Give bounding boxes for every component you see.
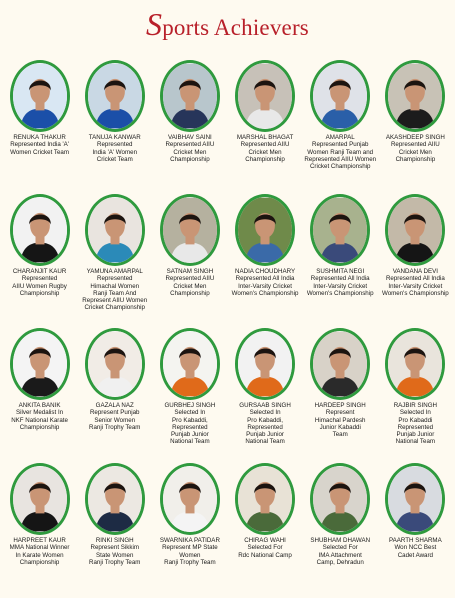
achiever-name: SUSHMITA NEGI [316, 268, 365, 275]
achiever-detail-line: Women's Championship [231, 289, 299, 297]
achiever-detail-line: Cadet Award [397, 551, 434, 559]
achiever-detail-line: Women [179, 551, 201, 559]
achiever-detail-line: Inter-Varsity Cricket [313, 282, 368, 290]
achiever-name: MARSHAL BHAGAT [236, 134, 294, 141]
achiever-portrait [10, 328, 70, 400]
achiever-name: HARPREET KAUR [13, 537, 66, 544]
achiever-card [2, 463, 77, 597]
achiever-portrait [310, 194, 370, 266]
achiever-caption [303, 134, 377, 170]
title-rest: ports Achievers [162, 15, 309, 40]
person-silhouette-icon [163, 63, 217, 129]
achiever-detail-line: Women's Championship [306, 289, 374, 297]
achiever-detail-line: Rdc National Camp [238, 551, 292, 559]
achiever-name: AMARPAL [325, 134, 355, 141]
achiever-detail-line: Inter-Varsity Cricket [388, 282, 443, 290]
achiever-portrait [235, 328, 295, 400]
achiever-portrait [160, 328, 220, 400]
achiever-detail-line: Team [332, 431, 348, 439]
achiever-portrait [385, 328, 445, 400]
achiever-portrait [385, 194, 445, 266]
achievers-row [2, 194, 453, 328]
achiever-caption [3, 402, 77, 431]
achiever-caption [3, 537, 77, 566]
achiever-detail-line: National Team [170, 438, 210, 446]
achiever-card [378, 60, 453, 194]
achiever-portrait [235, 194, 295, 266]
achiever-detail-line: Represented [397, 423, 434, 431]
achiever-name: RINKI SINGH [95, 537, 134, 544]
achiever-detail-line: Selected In [249, 409, 281, 417]
achievers-row [2, 463, 453, 597]
achiever-card [227, 463, 302, 597]
page-header [0, 6, 455, 46]
achiever-detail-line: Represented [21, 275, 58, 283]
achiever-detail-line: Ranji Trophy Team [164, 558, 216, 566]
person-silhouette-icon [13, 331, 67, 397]
achiever-card [77, 463, 152, 597]
achiever-detail-line: Championship [245, 155, 285, 163]
achiever-detail-line: Cricket Championship [309, 163, 371, 171]
achiever-name: PAARTH SHARMA [389, 537, 442, 544]
achiever-detail-line: Represented [172, 423, 208, 431]
achiever-portrait [235, 463, 295, 535]
achiever-caption [228, 402, 302, 446]
achiever-detail-line: Championship [19, 558, 60, 566]
achiever-detail-line: Represent Punjab [89, 409, 140, 417]
achiever-name: RENUKA THAKUR [13, 134, 66, 141]
achiever-caption [378, 134, 452, 163]
achiever-caption [3, 268, 77, 297]
achiever-detail-line: Junior Kabaddi [319, 423, 361, 431]
achiever-card [77, 328, 152, 463]
achiever-detail-line: National Team [245, 438, 285, 446]
achievers-row [2, 60, 453, 194]
achiever-caption [378, 402, 452, 446]
achiever-detail-line: MMA National Winner [9, 544, 70, 552]
achiever-portrait [310, 328, 370, 400]
achiever-detail-line: National Team [395, 438, 436, 446]
achiever-detail-line: Championship [19, 423, 60, 431]
achiever-portrait [85, 60, 145, 132]
achiever-name: YAMUNA AMARPAL [86, 268, 143, 275]
person-silhouette-icon [163, 197, 217, 263]
achiever-detail-line: Pro Kabaddi, [247, 416, 283, 424]
achiever-caption [303, 268, 377, 297]
achiever-detail-line: Cricket Team [96, 155, 133, 163]
achiever-caption [303, 537, 377, 566]
achiever-card [227, 60, 302, 194]
achiever-portrait [85, 194, 145, 266]
achiever-name: VANDANA DEVI [392, 268, 438, 275]
achiever-card [227, 194, 302, 328]
achiever-detail-line: Selected In [174, 409, 206, 417]
person-silhouette-icon [13, 466, 67, 532]
achiever-detail-line: Represented [247, 423, 283, 431]
achiever-name: GURBHEJ SINGH [164, 402, 216, 409]
achiever-caption [78, 268, 152, 312]
achiever-detail-line: Ranji Team And [93, 289, 137, 297]
achiever-card [378, 463, 453, 597]
achiever-detail-line: Championship [170, 155, 210, 163]
person-silhouette-icon [88, 331, 142, 397]
achiever-detail-line: Represented India 'A' [10, 141, 69, 149]
achievers-grid [2, 60, 453, 597]
achiever-caption [78, 402, 152, 431]
achiever-detail-line: Inter-Varsity Cricket [238, 282, 292, 290]
achiever-caption [153, 402, 227, 446]
achiever-detail-line: Represented All India [310, 275, 370, 283]
achiever-detail-line: Selected For [247, 544, 283, 552]
achiever-card [2, 60, 77, 194]
achiever-detail-line: IMA Attachment [318, 551, 362, 559]
achiever-detail-line: Cricket Championship [84, 304, 145, 312]
achiever-detail-line: Pro Kabaddi [398, 416, 433, 424]
achiever-portrait [160, 463, 220, 535]
achiever-detail-line: Represented [97, 141, 133, 149]
achievers-row [2, 328, 453, 463]
achiever-name: ANKITA BANIK [18, 402, 61, 409]
achiever-portrait [160, 60, 220, 132]
achiever-name: VAIBHAV SAINI [167, 134, 212, 141]
achiever-detail-line: Represent MP State [162, 544, 218, 552]
achiever-detail-line: Pro Kabaddi, [172, 416, 208, 424]
achiever-caption [78, 537, 152, 566]
achiever-name: TANUJA KANWAR [88, 134, 141, 141]
achiever-card [152, 194, 227, 328]
achiever-detail-line: Represent [325, 409, 355, 417]
person-silhouette-icon [88, 63, 142, 129]
person-silhouette-icon [388, 197, 442, 263]
achiever-card [303, 463, 378, 597]
achiever-caption [78, 134, 152, 163]
achiever-caption [228, 537, 302, 559]
achiever-detail-line: Represented AIIU [390, 141, 440, 149]
achiever-detail-line: Championship [395, 155, 436, 163]
achiever-caption [378, 268, 452, 297]
achiever-caption [3, 134, 77, 156]
person-silhouette-icon [313, 63, 367, 129]
achiever-name: GAZALA NAZ [95, 402, 134, 409]
achiever-detail-line: Senior Women [94, 416, 136, 424]
achiever-detail-line: Camp, Dehradun [316, 558, 364, 566]
achiever-detail-line: Won NCC Best [394, 544, 437, 552]
person-silhouette-icon [388, 331, 442, 397]
achiever-card [2, 328, 77, 463]
achiever-name: SATNAM SINGH [166, 268, 214, 275]
achiever-card [152, 60, 227, 194]
achiever-caption [228, 134, 302, 163]
achiever-card [152, 328, 227, 463]
achiever-caption [303, 402, 377, 438]
achiever-portrait [385, 60, 445, 132]
achiever-name: GURSAAB SINGH [239, 402, 291, 409]
achiever-detail-line: Represented AIIU Women [304, 155, 377, 163]
achiever-detail-line: Cricket Men [248, 148, 282, 156]
achiever-name: SWARNIKA PATIDAR [159, 537, 220, 544]
person-silhouette-icon [238, 63, 292, 129]
achiever-card [303, 60, 378, 194]
achiever-detail-line: Represented All India [235, 275, 295, 283]
achiever-detail-line: Women Ranji Team and [307, 148, 374, 156]
achiever-name: NADIA CHOUDHARY [235, 268, 296, 275]
achiever-caption [153, 134, 227, 163]
achiever-card [303, 194, 378, 328]
achiever-detail-line: Cricket Men [398, 148, 432, 156]
achiever-portrait [85, 463, 145, 535]
person-silhouette-icon [238, 466, 292, 532]
achiever-detail-line: Ranji Trophy Team [88, 423, 141, 431]
achiever-detail-line: State Women [96, 551, 134, 559]
achiever-detail-line: Selected In [399, 409, 431, 417]
achiever-detail-line: Himachal Women [90, 282, 140, 290]
person-silhouette-icon [88, 197, 142, 263]
achiever-card [227, 328, 302, 463]
person-silhouette-icon [313, 466, 367, 532]
person-silhouette-icon [313, 331, 367, 397]
achiever-detail-line: Represented AIIU [165, 275, 215, 283]
achiever-portrait [10, 60, 70, 132]
achiever-name: SHUBHAM DHAWAN [310, 537, 371, 544]
achiever-card [303, 328, 378, 463]
achiever-name: CHIRAG WAHI [244, 537, 286, 544]
achiever-card [77, 60, 152, 194]
person-silhouette-icon [88, 466, 142, 532]
achiever-portrait [10, 463, 70, 535]
achiever-detail-line: Cricket Men [173, 282, 207, 290]
achiever-detail-line: AIIU Women Rugby [12, 282, 67, 290]
achiever-caption [153, 268, 227, 297]
achiever-detail-line: Championship [170, 289, 210, 297]
person-silhouette-icon [163, 331, 217, 397]
achiever-name: RAJBIR SINGH [393, 402, 438, 409]
achiever-detail-line: Represented All India [385, 275, 445, 283]
achiever-detail-line: Women's Championship [381, 289, 449, 297]
achiever-detail-line: Represent Sikkim [90, 544, 139, 552]
achiever-detail-line: Women Cricket Team [10, 148, 70, 156]
achiever-detail-line: Represented Punjab [311, 141, 369, 149]
achiever-detail-line: Punjab Junior [170, 431, 209, 439]
achiever-detail-line: India 'A' Women [92, 148, 138, 156]
achiever-card [152, 463, 227, 597]
title-initial: S [146, 6, 163, 42]
achiever-card [2, 194, 77, 328]
person-silhouette-icon [313, 197, 367, 263]
achiever-detail-line: Represent AIIU Women [82, 297, 148, 305]
person-silhouette-icon [13, 197, 67, 263]
achiever-detail-line: Himachal Pardesh [314, 416, 366, 424]
person-silhouette-icon [163, 466, 217, 532]
achiever-detail-line: Represented [97, 275, 133, 283]
achiever-caption [378, 537, 452, 559]
achiever-detail-line: Cricket Men [173, 148, 207, 156]
achiever-caption [228, 268, 302, 297]
achiever-portrait [85, 328, 145, 400]
achiever-caption [153, 537, 227, 566]
achiever-portrait [385, 463, 445, 535]
achiever-detail-line: Championship [19, 289, 60, 297]
person-silhouette-icon [238, 331, 292, 397]
achiever-detail-line: Punjab Junior [396, 431, 435, 439]
person-silhouette-icon [388, 466, 442, 532]
achiever-portrait [310, 463, 370, 535]
achiever-card [77, 194, 152, 328]
achiever-detail-line: NKF National Karate [11, 416, 68, 424]
achiever-card [378, 194, 453, 328]
achiever-portrait [10, 194, 70, 266]
achiever-detail-line: In Karate Women [15, 551, 64, 559]
achiever-detail-line: Punjab Junior [246, 431, 284, 439]
achiever-detail-line: Represented AIIU [240, 141, 290, 149]
page-title [0, 6, 455, 46]
achiever-detail-line: Represented AIIU [165, 141, 215, 149]
achiever-portrait [235, 60, 295, 132]
achiever-detail-line: Silver Medalist In [16, 409, 64, 417]
person-silhouette-icon [238, 197, 292, 263]
achiever-portrait [160, 194, 220, 266]
person-silhouette-icon [388, 63, 442, 129]
achiever-detail-line: Selected For [322, 544, 358, 552]
person-silhouette-icon [13, 63, 67, 129]
achiever-card [378, 328, 453, 463]
achiever-name: AKASHDEEP SINGH [385, 134, 445, 141]
achiever-portrait [310, 60, 370, 132]
achiever-name: CHARANJIT KAUR [12, 268, 67, 275]
achiever-name: HARDEEP SINGH [314, 402, 366, 409]
achiever-detail-line: Ranji Trophy Team [88, 558, 141, 566]
